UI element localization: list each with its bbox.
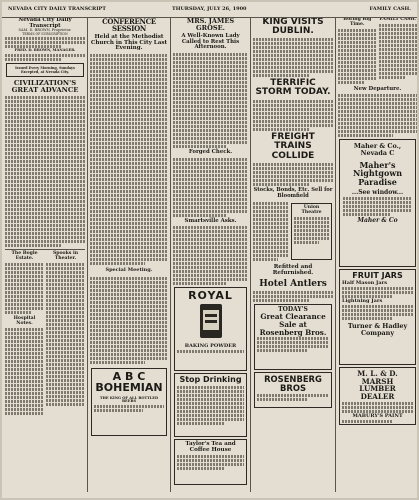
headline-stocks: Stocks, Bonds, Etc. Sell for Bloomfield bbox=[253, 187, 333, 199]
clearance-sale: Great Clearance Sale at bbox=[260, 312, 326, 329]
union-theatre: Union Theatre bbox=[301, 204, 322, 215]
masthead bbox=[2, 2, 417, 18]
proprietor: SAM. D. BROWN, Proprietor. bbox=[18, 28, 72, 33]
headline-bogle: The Bogle Estate. bbox=[11, 251, 38, 262]
headline-special-meeting: Special Meeting. bbox=[105, 267, 153, 274]
newspaper-page bbox=[2, 2, 417, 498]
headline-smartsville: Smartsville Asks. bbox=[184, 217, 237, 224]
column-rule bbox=[250, 18, 251, 492]
headline-hospital: Hospital Notes. bbox=[13, 316, 36, 326]
headline-boring: Boring Big Time. bbox=[343, 18, 372, 27]
lightning-jars: Lightning Jars bbox=[342, 297, 383, 304]
masthead-date: THURSDAY, JULY 26, 1900 bbox=[172, 6, 247, 12]
todays: TODAY'S bbox=[278, 306, 308, 314]
ad-maher bbox=[339, 139, 416, 267]
column-rule bbox=[87, 18, 88, 492]
hotel-antlers: Hotel Antlers bbox=[259, 278, 327, 289]
rosenberg: Rosenberg Bros. bbox=[259, 327, 327, 337]
maher-title: Maher & Co., Nevada C bbox=[353, 142, 402, 158]
masthead-paper: NEVADA CITY DAILY TRANSCRIPT bbox=[8, 6, 107, 12]
ad-rosenberg bbox=[254, 372, 332, 408]
mabury: MABURY'S PAINT bbox=[352, 412, 403, 419]
lumber-dealer: LUMBER DEALER bbox=[359, 384, 396, 401]
bohemian-abc: A B C BOHEMIAN bbox=[95, 369, 163, 395]
ad-bohemian bbox=[91, 368, 167, 436]
refurnished: Refitted and Refurnished. bbox=[272, 263, 314, 276]
bohemian-sub: THE KING OF ALL BOTTLED BEERS bbox=[99, 395, 159, 404]
column-3 bbox=[173, 18, 248, 492]
marsh: M. L. & D. MARSH bbox=[357, 369, 398, 386]
ad-royal-baking bbox=[174, 287, 247, 371]
royal-baking-powder: BAKING POWDER bbox=[184, 342, 237, 349]
ad-stop-drinking bbox=[174, 373, 247, 437]
fruit-jars: FRUIT JARS bbox=[352, 271, 403, 281]
column-rule bbox=[335, 18, 336, 492]
column-4 bbox=[253, 18, 333, 492]
manager: FRED. D. BROWN, MANAGER. bbox=[14, 48, 76, 53]
headline-storm: TERRIFIC STORM TODAY. bbox=[255, 77, 331, 98]
turner-hadley: Turner & Hadley Company bbox=[347, 322, 408, 337]
ad-taylor bbox=[174, 439, 247, 485]
taylor-title: Taylor's Tea and Coffee House bbox=[185, 441, 236, 454]
ad-union-theatre bbox=[291, 203, 332, 260]
maher-nightgown: Maher's Nightgown Paradise bbox=[352, 159, 403, 187]
headline-grose: MRS. JAMES GROSE. bbox=[186, 18, 235, 32]
paper-name: Nevada City Daily Transcript bbox=[18, 18, 72, 29]
ad-fruit-jars bbox=[339, 269, 416, 365]
stop-drinking: Stop Drinking bbox=[179, 375, 242, 385]
headline-freight: FREIGHT TRAINS COLLIDE bbox=[271, 131, 315, 161]
headline-new-departure: New Departure. bbox=[353, 85, 402, 92]
baking-can-icon bbox=[196, 302, 226, 340]
headline-forged: Forged Check. bbox=[188, 148, 233, 155]
column-5 bbox=[338, 18, 417, 492]
maher-see-window: ...See window... bbox=[351, 188, 404, 196]
headline-king: KING VISITS DUBLIN. bbox=[262, 18, 324, 37]
headline-civilization: CIVILIZATION'S GREAT ADVANCE bbox=[11, 79, 79, 95]
ad-clearance bbox=[254, 304, 332, 370]
royal-title: ROYAL bbox=[188, 289, 233, 303]
masthead-family-cash: FAMILY CASH. bbox=[369, 6, 411, 12]
column-rule bbox=[170, 18, 171, 492]
headline-conference: CONFERENCE SESSION bbox=[102, 18, 156, 34]
ad-marsh bbox=[339, 367, 416, 425]
half-mason: Half Mason Jars bbox=[342, 279, 388, 286]
column-1 bbox=[5, 18, 85, 492]
terms: TERMS OF SUBSCRIPTION bbox=[22, 32, 68, 37]
maher-signature: Maher & Co bbox=[357, 217, 398, 225]
column-2 bbox=[90, 18, 168, 492]
rosenberg-big: ROSENBERG BROS bbox=[264, 374, 322, 393]
headline-spooks: Spooks in Theater. bbox=[52, 251, 79, 262]
deck-grose: A Well-Known Lady Called to Rest This Afternoon. bbox=[181, 32, 240, 51]
family-cash: FAMILY CASH. bbox=[379, 18, 416, 22]
notice: Issued Every Morning, Sundays Excepted, at Nevada City. bbox=[6, 63, 84, 77]
deck-conference: Held at the Methodist Church in This City Last Evening. bbox=[90, 33, 168, 52]
